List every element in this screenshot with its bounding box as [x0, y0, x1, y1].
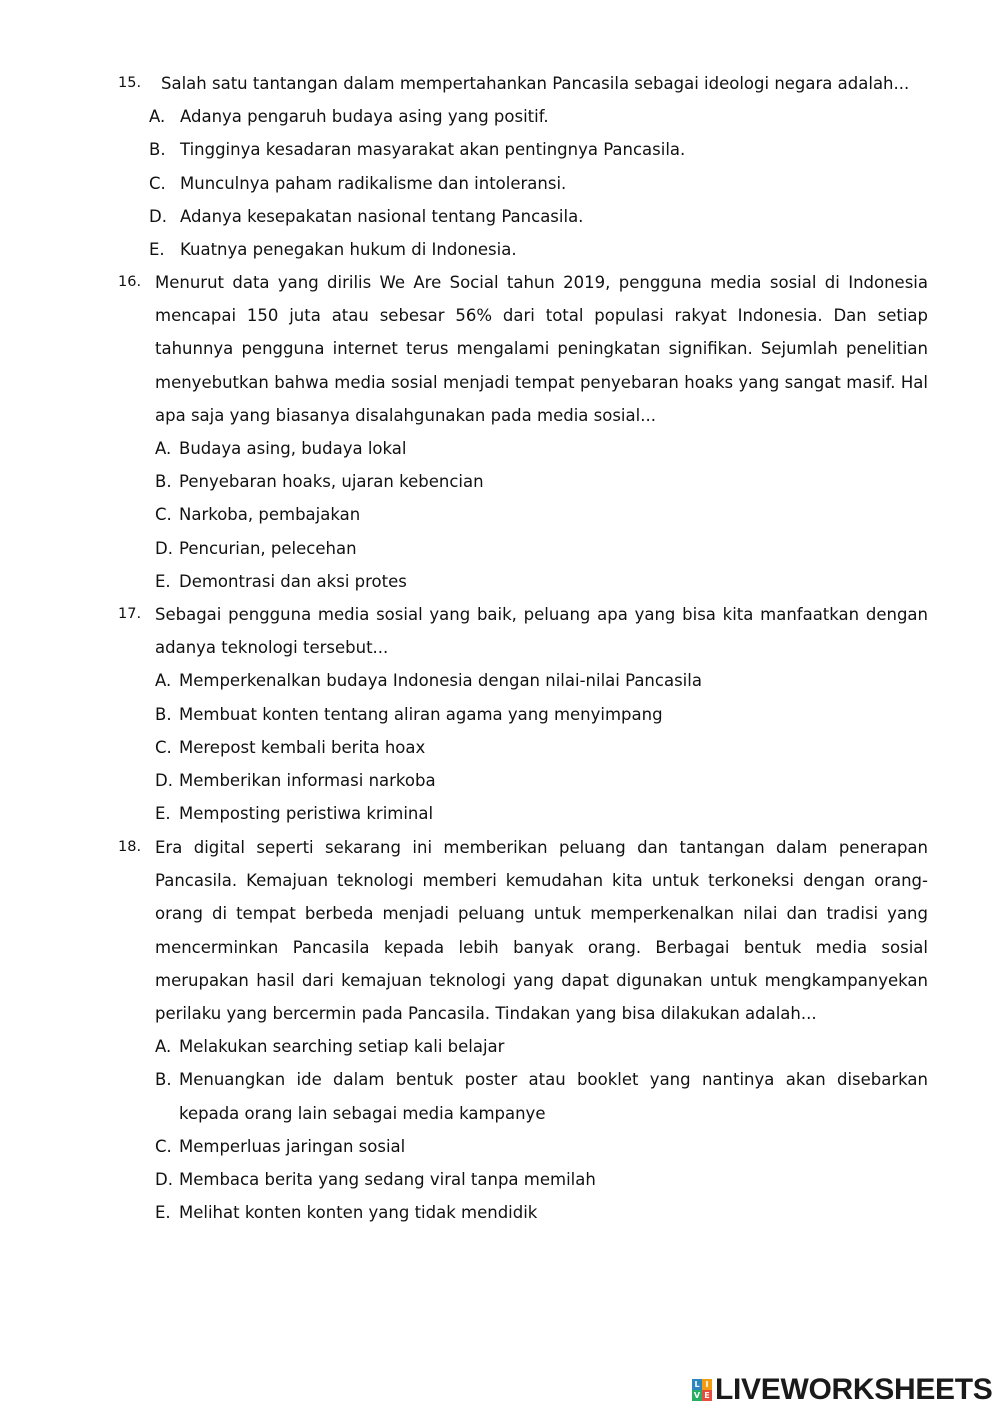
option-a[interactable]	[118, 1030, 928, 1063]
option-a[interactable]	[118, 664, 928, 697]
option-letter: E.	[155, 804, 171, 824]
question-text: Era digital seperti sekarang ini memberikan peluang dan tantangan dalam penerapan Pancasila. Kemajuan teknologi memberi kemudahan kita untuk terkoneksi dengan orang-orang di tempat berbeda menjadi peluang untuk memperkenalkan nilai dan tradisi yang mencerminkan Pancasila kepada lebih banyak orang. Berbagai bentuk media sosial merupakan hasil dari kemajuan teknologi yang dapat digunakan untuk mengkampanyekan perilaku yang bercermin pada Pancasila. Tindakan yang bisa dilakukan adalah...	[155, 838, 928, 1024]
logo-square-v: V	[693, 1391, 701, 1400]
option-letter: B.	[155, 472, 172, 492]
option-text: Demontrasi dan aksi protes	[179, 571, 407, 591]
option-text: Penyebaran hoaks, ujaran kebencian	[179, 472, 484, 492]
option-letter: D.	[155, 771, 173, 791]
question-number: 16.	[118, 274, 142, 290]
option-c[interactable]	[118, 167, 928, 200]
option-text: Menuangkan ide dalam bentuk poster atau booklet yang nantinya akan disebarkan kepada orang lain sebagai media kampanye	[179, 1070, 928, 1123]
option-letter: D.	[149, 206, 167, 226]
option-text: Membaca berita yang sedang viral tanpa memilah	[179, 1170, 596, 1190]
option-c[interactable]	[118, 731, 928, 764]
option-text: Pencurian, pelecehan	[179, 538, 357, 558]
question-17	[118, 598, 928, 830]
option-list	[118, 664, 928, 830]
option-text: Merepost kembali berita hoax	[179, 737, 426, 757]
option-e[interactable]	[118, 565, 928, 598]
question-text: Sebagai pengguna media sosial yang baik, peluang apa yang bisa kita manfaatkan dengan adanya teknologi tersebut...	[155, 605, 928, 658]
question-text: Menurut data yang dirilis We Are Social tahun 2019, pengguna media sosial di Indonesia mencapai 150 juta atau sebesar 56% dari total populasi rakyat Indonesia. Dan setiap tahunnya pengguna internet terus mengalami peningkatan signifikan. Sejumlah penelitian menyebutkan bahwa media sosial menjadi tempat penyebaran hoaks yang sangat masif. Hal apa saja yang biasanya disalahgunakan pada media sosial...	[155, 273, 928, 425]
question-number: 17.	[118, 606, 142, 622]
liveworksheets-logo[interactable]	[692, 1373, 993, 1407]
option-letter: A.	[155, 439, 172, 459]
option-letter: C.	[149, 173, 166, 193]
question-number: 15.	[118, 75, 142, 91]
option-list	[118, 1030, 928, 1229]
question-15	[118, 67, 928, 266]
option-b[interactable]	[118, 1063, 928, 1129]
question-number: 18.	[118, 839, 142, 855]
option-list	[118, 432, 928, 598]
logo-square-e: E	[702, 1390, 712, 1401]
option-text: Adanya kesepakatan nasional tentang Pancasila.	[180, 206, 584, 226]
logo-grid-icon	[692, 1379, 712, 1401]
logo-square-l: L	[692, 1379, 702, 1390]
option-text: Munculnya paham radikalisme dan intoleransi.	[180, 173, 567, 193]
option-b[interactable]	[118, 133, 928, 166]
option-letter: C.	[155, 737, 172, 757]
option-letter: D.	[155, 538, 173, 558]
option-letter: E.	[149, 240, 165, 260]
option-d[interactable]	[118, 1163, 928, 1196]
option-c[interactable]	[118, 1130, 928, 1163]
option-letter: A.	[149, 107, 166, 127]
option-letter: A.	[155, 1037, 172, 1057]
question-16	[118, 266, 928, 598]
option-e[interactable]	[118, 797, 928, 830]
option-c[interactable]	[118, 498, 928, 531]
option-list	[118, 100, 928, 266]
option-text: Membuat konten tentang aliran agama yang menyimpang	[179, 704, 663, 724]
option-e[interactable]	[118, 233, 928, 266]
option-d[interactable]	[118, 532, 928, 565]
option-text: Memperluas jaringan sosial	[179, 1136, 406, 1156]
question-text: Salah satu tantangan dalam mempertahankan Pancasila sebagai ideologi negara adalah...	[161, 74, 910, 93]
option-text: Memberikan informasi narkoba	[179, 771, 436, 791]
logo-square-i: I	[702, 1379, 712, 1390]
option-letter: A.	[155, 671, 172, 691]
option-d[interactable]	[118, 200, 928, 233]
question-18	[118, 831, 928, 1229]
option-text: Narkoba, pembajakan	[179, 505, 361, 525]
option-text: Melihat konten konten yang tidak mendidik	[179, 1203, 538, 1223]
option-text: Memposting peristiwa kriminal	[179, 804, 434, 824]
option-letter: B.	[155, 704, 172, 724]
option-letter: E.	[155, 571, 171, 591]
option-text: Adanya pengaruh budaya asing yang positif.	[180, 107, 549, 127]
option-letter: D.	[155, 1170, 173, 1190]
option-text: Kuatnya penegakan hukum di Indonesia.	[180, 240, 517, 260]
option-a[interactable]	[118, 432, 928, 465]
option-b[interactable]	[118, 465, 928, 498]
option-d[interactable]	[118, 764, 928, 797]
option-text: Memperkenalkan budaya Indonesia dengan nilai-nilai Pancasila	[179, 671, 702, 691]
option-e[interactable]	[118, 1196, 928, 1229]
option-letter: E.	[155, 1203, 171, 1223]
option-letter: B.	[155, 1070, 172, 1090]
option-letter: B.	[149, 140, 166, 160]
option-text: Tingginya kesadaran masyarakat akan pentingnya Pancasila.	[180, 140, 686, 160]
option-b[interactable]	[118, 698, 928, 731]
logo-text: LIVEWORKSHEETS	[715, 1373, 993, 1406]
option-text: Budaya asing, budaya lokal	[179, 439, 407, 459]
option-letter: C.	[155, 505, 172, 525]
option-text: Melakukan searching setiap kali belajar	[179, 1037, 505, 1057]
option-a[interactable]	[118, 100, 928, 133]
option-letter: C.	[155, 1136, 172, 1156]
